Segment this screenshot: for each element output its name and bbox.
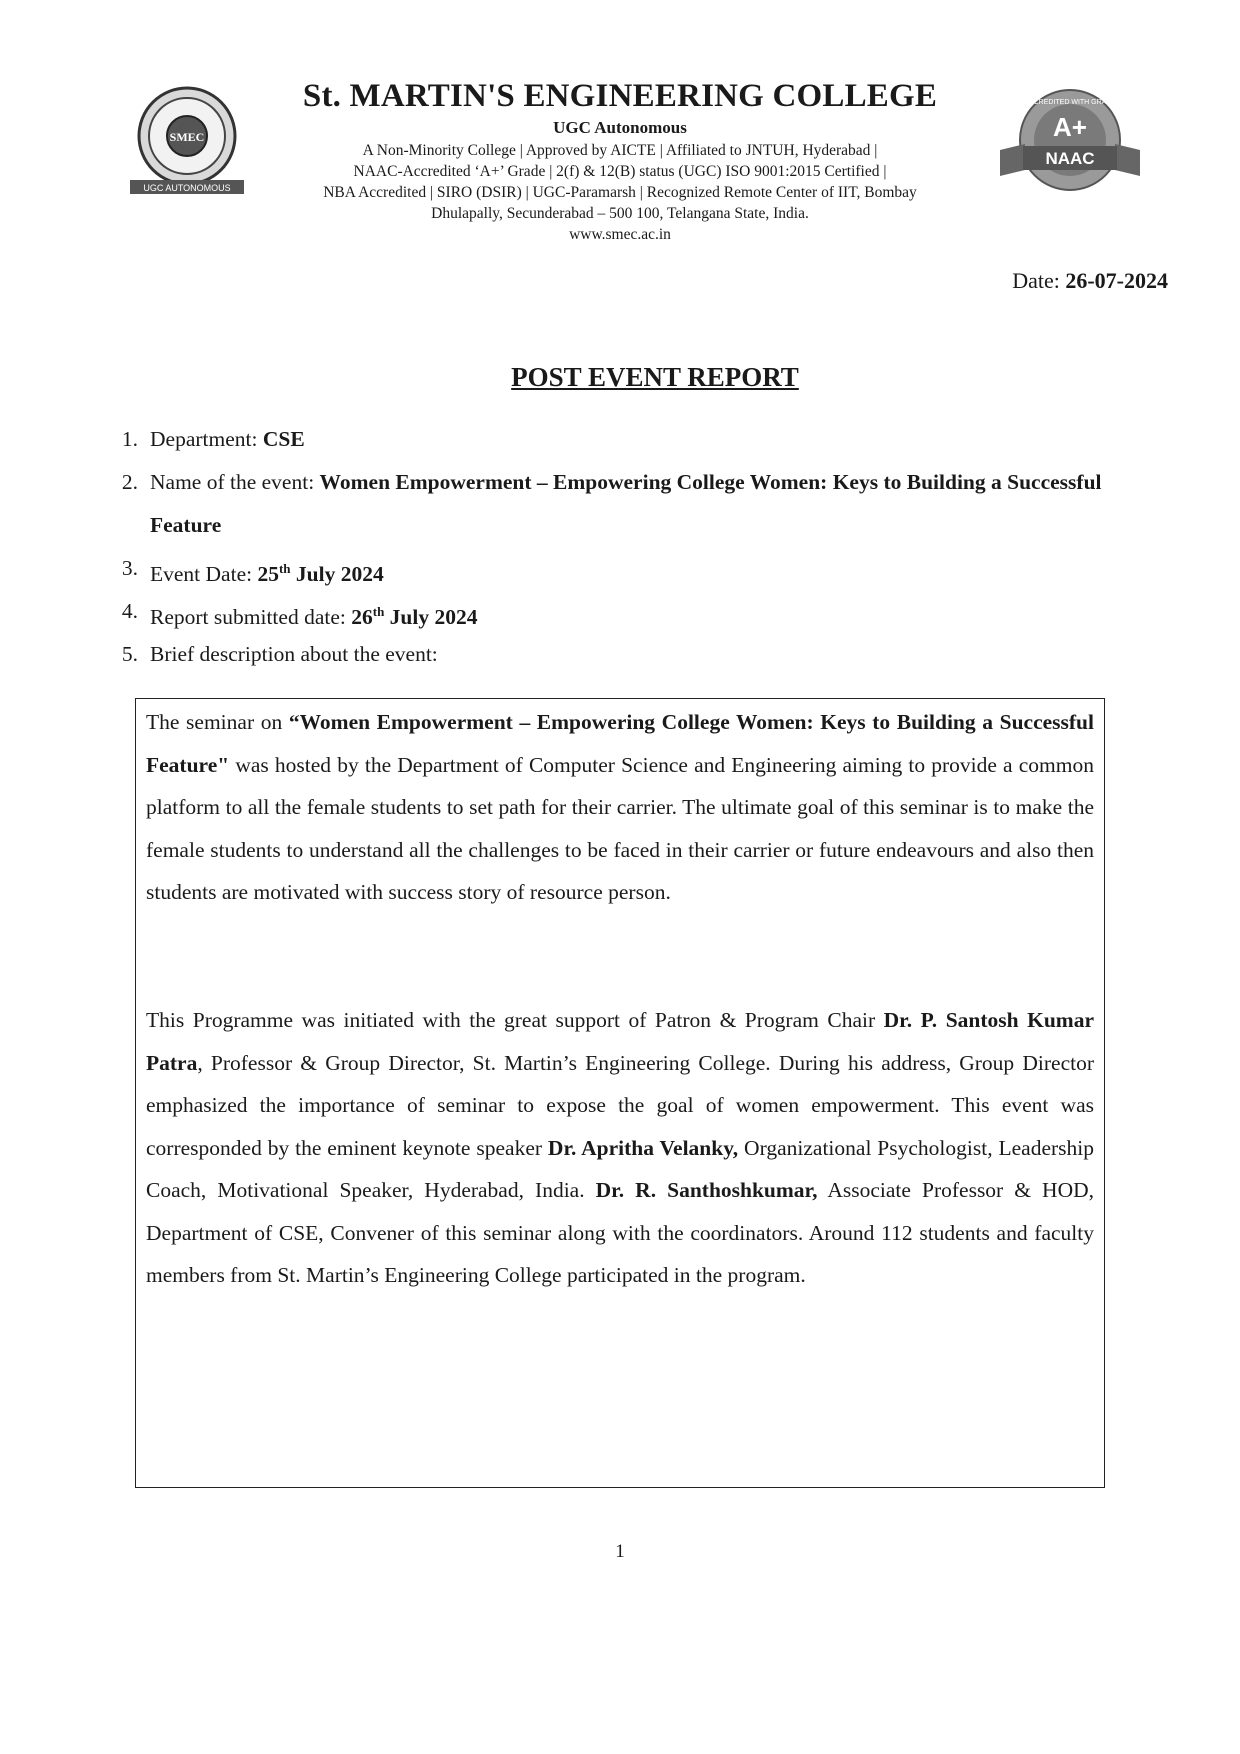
date-label: Date: — [1012, 268, 1066, 293]
department-label: Department: — [150, 427, 263, 451]
college-name: St. MARTIN'S ENGINEERING COLLEGE — [302, 78, 938, 114]
college-logo — [128, 84, 246, 202]
item-number: 4. — [121, 599, 138, 623]
submitted-value: 26th July 2024 — [351, 604, 478, 630]
item-department — [110, 418, 1160, 461]
report-title: POST EVENT REPORT — [511, 362, 799, 392]
event-name-value: Women Empowerment – Empowering College Women: Keys to Building a Successful Feature — [150, 470, 1102, 537]
naac-grade: A+ — [1053, 112, 1087, 142]
item-description-label — [110, 633, 1160, 676]
logo-left-ribbon: UGC AUTONOMOUS — [143, 183, 231, 193]
item-number: 3. — [121, 556, 138, 580]
patron-name: Dr. P. Santosh Kumar Patra — [146, 1008, 1094, 1075]
autonomous-status: UGC Autonomous — [553, 118, 687, 137]
description-label: Brief description about the event: — [150, 642, 438, 666]
page-number: 1 — [615, 1541, 625, 1562]
event-date-label: Event Date: — [150, 562, 258, 587]
date-value: 26-07-2024 — [1065, 268, 1168, 293]
naac-label: NAAC — [1045, 149, 1095, 168]
report-date — [1012, 268, 1168, 294]
header-address: Dhulapally, Secunderabad – 500 100, Telangana State, India. — [431, 205, 809, 222]
header-accreditation-line-3: NBA Accredited | SIRO (DSIR) | UGC-Paramarsh | Recognized Remote Center of IIT, Bombay — [323, 184, 917, 201]
header-accreditation-line-1: A Non-Minority College | Approved by AICTE | Affiliated to JNTUH, Hyderabad | — [362, 142, 878, 159]
item-number: 5. — [121, 642, 138, 666]
department-value: CSE — [262, 427, 305, 451]
seminar-title: “Women Empowerment – Empowering College Women: Keys to Building a Successful Feature" — [146, 710, 1094, 777]
naac-badge — [995, 82, 1145, 212]
naac-arc-text: ACCREDITED WITH GRADE — [1023, 99, 1117, 106]
description-paragraph-2: This Programme was initiated with the great support of Patron & Program Chair Dr. P. Santosh Kumar Patra, Professor & Group Director, St. Martin’s Engineering College. During his address, Group Director emphasized the importance of seminar to expose the goal of women empowerment. This event was corresponded by the eminent keynote speaker Dr. Apritha Velanky, Organizational Psychologist, Leadership Coach, Motivational Speaker, Hyderabad, India. Dr. R. Santhoshkumar, Associate Professor & HOD, Department of CSE, Convener of this seminar along with the coordinators. Around 112 students and faculty members from St. Martin’s Engineering College participated in the program. — [146, 1008, 1095, 1287]
description-paragraph-1: The seminar on “Women Empowerment – Empowering College Women: Keys to Building a Successful Feature" was hosted by the Department of Computer Science and Engineering aiming to provide a common platform to all the female students to set path for their carrier. The ultimate goal of this seminar is to make the female students to understand all the challenges to be faced in their carrier or future endeavours and also then students are motivated with success story of resource person. — [146, 710, 1094, 904]
header-website: www.smec.ac.in — [569, 226, 671, 243]
event-name-label: Name of the event: — [150, 470, 320, 494]
convener-name: Dr. R. Santhoshkumar, — [595, 1178, 818, 1202]
item-number: 2. — [121, 470, 138, 494]
keynote-speaker-name: Dr. Apritha Velanky, — [547, 1135, 739, 1160]
event-date-value: 25th July 2024 — [257, 561, 384, 587]
logo-left-text: SMEC — [169, 130, 205, 144]
description-box — [135, 698, 1105, 1488]
header-accreditation-line-2: NAAC-Accredited ‘A+’ Grade | 2(f) & 12(B) status (UGC) ISO 9001:2015 Certified | — [353, 163, 887, 180]
item-number: 1. — [121, 427, 138, 451]
item-submitted-date — [110, 590, 1160, 639]
submitted-label: Report submitted date: — [150, 605, 352, 630]
item-event-name — [110, 461, 1160, 547]
item-event-date — [110, 547, 1160, 596]
